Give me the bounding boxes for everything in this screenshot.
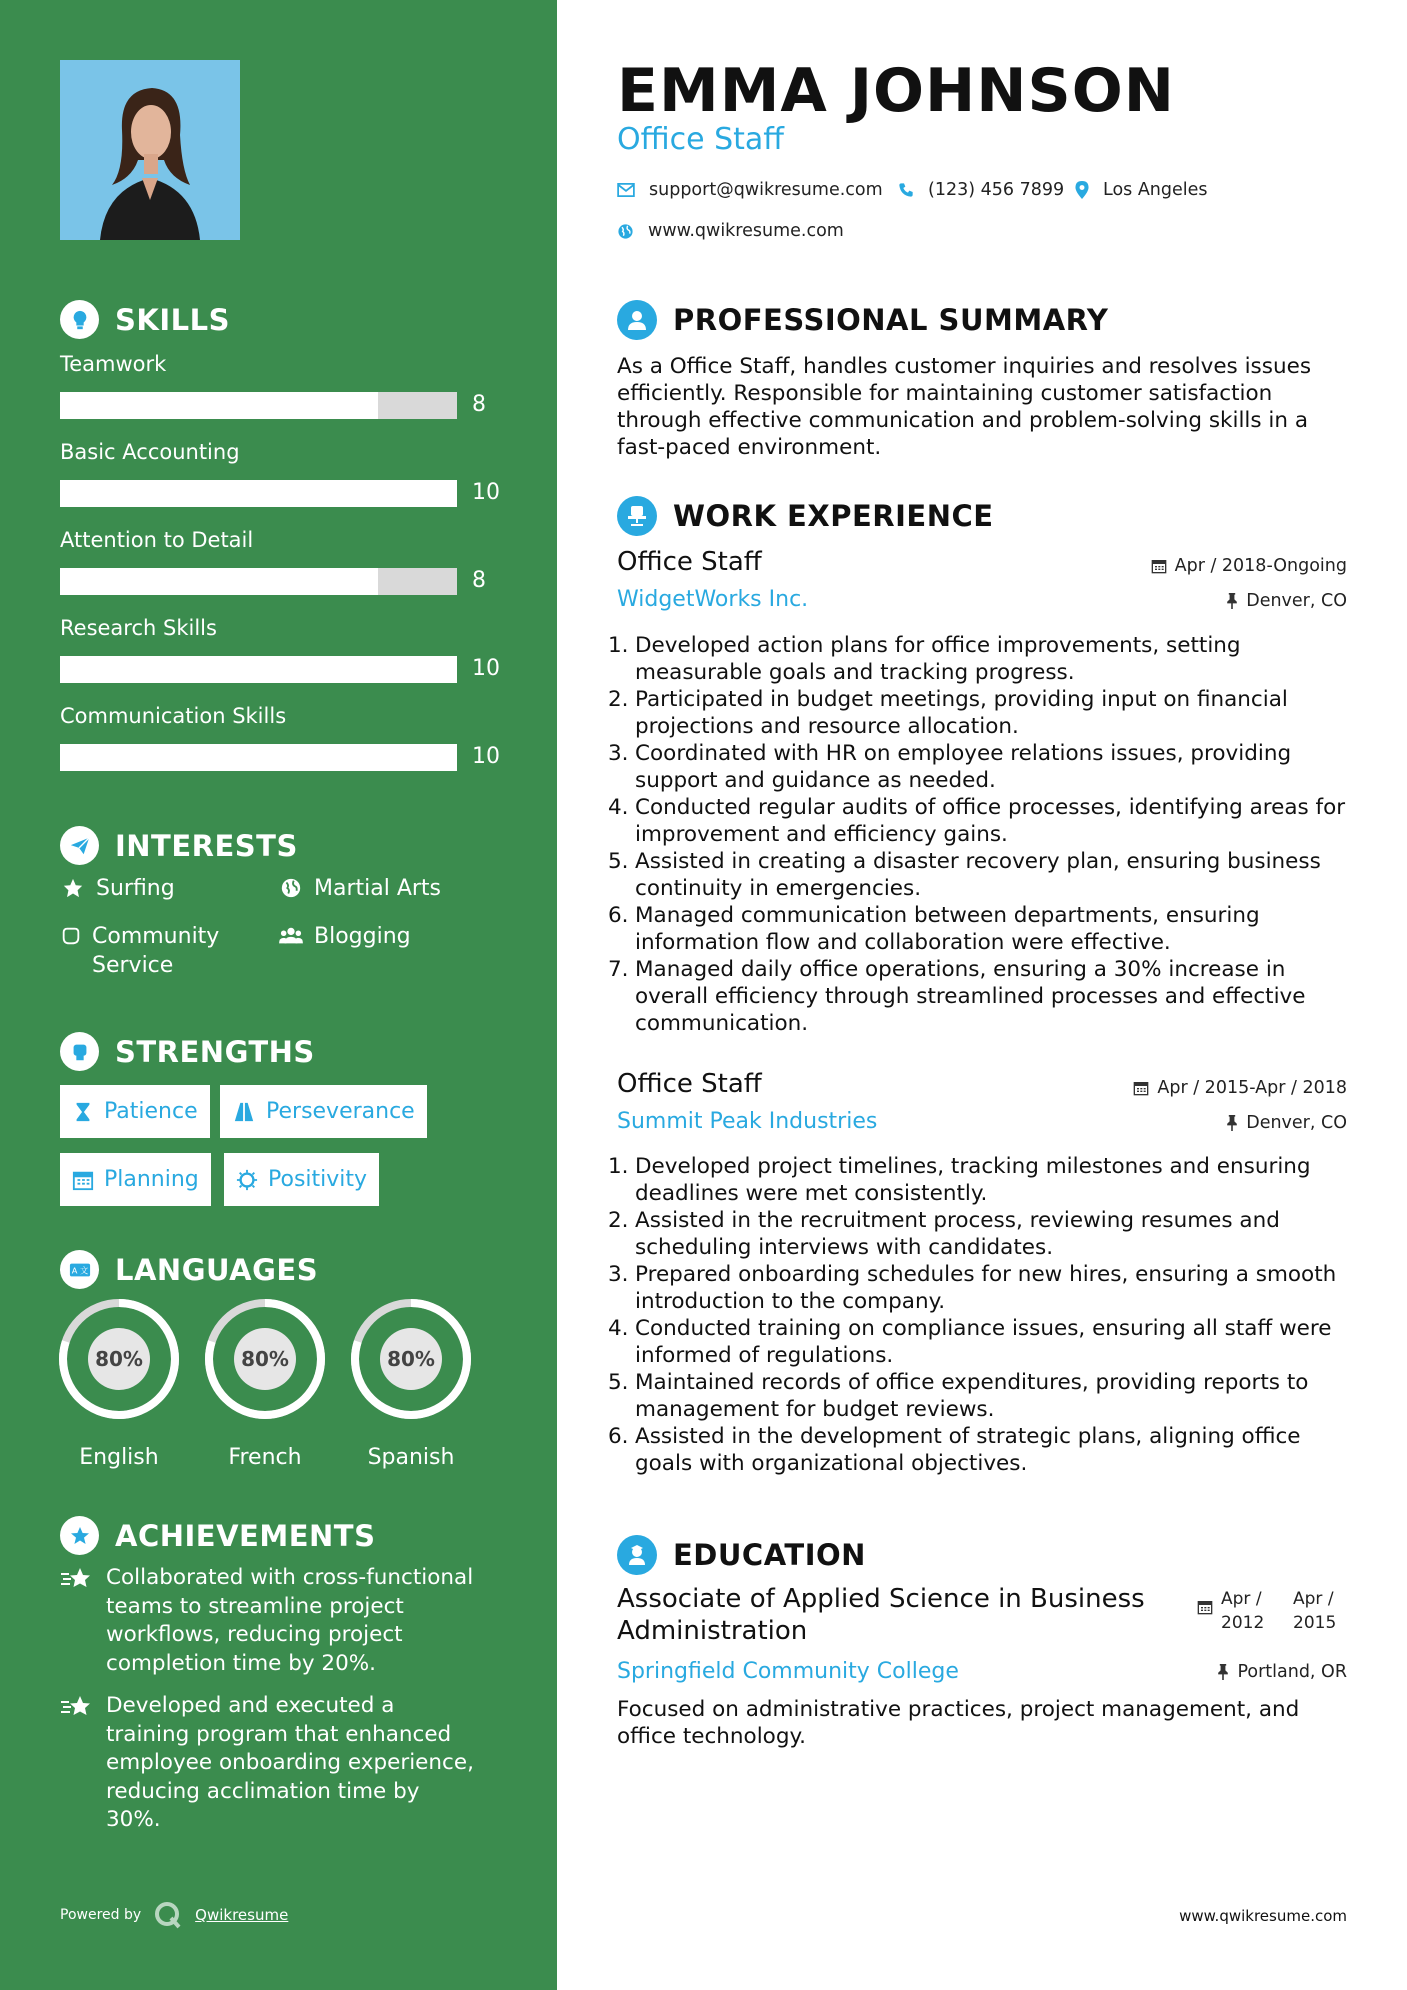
achievement-text: Collaborated with cross-functional teams to streamline project workflows, reducing project completion time by 20%. [106,1565,474,1676]
location-text: Los Angeles [1103,180,1208,200]
school-name: Springfield Community College [617,1659,959,1684]
education-header [617,1535,866,1575]
company-name: Summit Peak Industries [617,1109,878,1134]
skills-header [60,300,230,339]
list-item: 1. Developed action plans for office improvements, setting measurable goals and tracking progress. [608,632,1353,686]
education-start: Apr / 2012 [1221,1589,1265,1633]
language-ring [57,1297,181,1421]
skill-bar-fill [60,744,457,771]
list-item: 7. Managed daily office operations, ensuring a 30% increase in overall efficiency through streamlined processes and effective communication. [608,956,1353,1037]
bullet-text: Maintained records of office expenditures, providing reports to management for budget reviews. [635,1370,1309,1422]
strength-label: Patience [104,1099,198,1124]
skill-bar [60,392,457,419]
hourglass-icon [72,1101,94,1123]
job-title: Office Staff [617,547,762,577]
qwikresume-link[interactable]: Qwikresume [195,1906,289,1924]
skill-bar [60,744,457,771]
section-title: INTERESTS [115,828,298,863]
profile-photo [60,60,240,240]
skill-bar-fill [60,568,378,595]
strength-badge [224,1153,379,1206]
list-item: 1. Developed project timelines, tracking milestones and ensuring deadlines were met consistently. [608,1153,1353,1207]
interest-label: Martial Arts [314,876,442,901]
contact-phone [898,180,1064,200]
candidate-name: EMMA JOHNSON [617,56,1175,126]
list-item: 5. Assisted in creating a disaster recovery plan, ensuring business continuity in emergencies. [608,848,1353,902]
job-dates [1133,1078,1347,1098]
experience-header [617,496,994,536]
skill-name: Basic Accounting [60,440,240,464]
pin-icon [1226,593,1238,609]
globe-icon [278,874,304,903]
website-text[interactable]: www.qwikresume.com [648,221,844,241]
skill-bar [60,480,457,507]
interests-header [60,826,298,865]
job-bullets [608,1153,1353,1477]
bullet-text: Assisted in the recruitment process, reviewing resumes and scheduling interviews with candidates. [635,1208,1280,1260]
job-location-text: Denver, CO [1246,591,1347,611]
hand-icon [60,922,82,980]
skill-bar [60,656,457,683]
sun-icon [236,1169,258,1191]
calendar-icon [1133,1080,1149,1096]
achievement-item [60,1564,480,1678]
user-icon [617,300,657,340]
section-title: PROFESSIONAL SUMMARY [673,303,1109,337]
interest-label: Surfing [96,876,175,901]
job-location [1226,1113,1347,1133]
company-name: WidgetWorks Inc. [617,587,809,612]
bullet-text: Managed communication between departments, ensuring information flow and collaboration were effective. [635,903,1260,955]
skill-value: 8 [472,392,486,417]
summary-header [617,300,1108,340]
email-text[interactable]: support@qwikresume.com [649,180,883,200]
phone-text: (123) 456 7899 [928,180,1065,200]
contact-location [1075,180,1208,200]
language-percent: 80% [241,1347,289,1371]
strength-label: Positivity [268,1167,368,1192]
education-end: Apr / 2015 [1293,1589,1337,1633]
envelope-icon [617,183,635,197]
skill-name: Communication Skills [60,704,287,728]
strength-badge [60,1085,210,1138]
qwikresume-logo-icon [153,1900,183,1930]
calendar-icon [72,1169,94,1191]
interest-item [60,874,175,903]
section-title: SKILLS [115,302,230,337]
list-item: 4. Conducted regular audits of office processes, identifying areas for improvement and efficiency gains. [608,794,1353,848]
achievement-item [60,1692,480,1835]
skill-value: 8 [472,568,486,593]
degree-title: Associate of Applied Science in Business Administration [617,1584,1145,1646]
globe-icon [617,223,634,240]
interest-item [60,922,250,980]
footer-url[interactable]: www.qwikresume.com [1179,1907,1347,1925]
section-title: LANGUAGES [115,1252,319,1287]
bullet-text: Developed action plans for office improvements, setting measurable goals and tracking progress. [635,633,1241,685]
interest-item [278,874,441,903]
section-title: EDUCATION [673,1538,866,1572]
strengths-header [60,1032,315,1071]
skill-bar-fill [60,392,378,419]
education-dates [1197,1587,1347,1635]
bullet-text: Developed project timelines, tracking milestones and ensuring deadlines were met consistently. [635,1154,1311,1206]
education-description: Focused on administrative practices, project management, and office technology. [617,1697,1300,1749]
pin-icon [1217,1664,1229,1680]
section-title: ACHIEVEMENTS [115,1518,376,1553]
skill-bar-fill [60,656,457,683]
language-name: Spanish [367,1445,455,1470]
map-pin-icon [1075,181,1089,199]
job-bullets [608,632,1353,1037]
skill-name: Attention to Detail [60,528,254,552]
section-title: WORK EXPERIENCE [673,499,994,533]
skill-value: 10 [472,744,500,769]
shooting-star-icon [60,1564,96,1678]
phone-icon [898,182,914,198]
contact-website [617,221,844,241]
skill-bar-fill [60,480,457,507]
job-location [1226,591,1347,611]
education-location-text: Portland, OR [1237,1662,1347,1682]
language-percent: 80% [95,1347,143,1371]
translate-icon [60,1250,99,1289]
job-dates-text: Apr / 2018-Ongoing [1174,556,1347,576]
list-item: 3. Prepared onboarding schedules for new hires, ensuring a smooth introduction to the company. [608,1261,1353,1315]
strength-badge [220,1085,427,1138]
list-item: 5. Maintained records of office expenditures, providing reports to management for budget reviews. [608,1369,1353,1423]
list-item: 2. Assisted in the recruitment process, reviewing resumes and scheduling interviews with candidates. [608,1207,1353,1261]
star-badge-icon [60,1516,99,1555]
language-ring [203,1297,327,1421]
achievements-header [60,1516,375,1555]
language-name: French [228,1445,302,1470]
language-item [349,1297,473,1470]
list-item: 3. Coordinated with HR on employee relations issues, providing support and guidance as needed. [608,740,1353,794]
skill-bar [60,568,457,595]
section-title: STRENGTHS [115,1034,315,1069]
lightbulb-icon [60,300,99,339]
svg-text:A 文: A 文 [71,1265,88,1276]
calendar-icon [1151,558,1167,574]
candidate-role: Office Staff [617,122,784,157]
interest-label: Blogging [314,924,411,949]
summary-text: As a Office Staff, handles customer inquiries and resolves issues efficiently. Responsible for maintaining customer satisfaction through effective communication and problem-solving skills in a fast-paced environment. [617,354,1312,460]
powered-by [60,1900,288,1930]
language-percent: 80% [387,1347,435,1371]
job-title: Office Staff [617,1069,762,1099]
sidebar [0,0,557,1990]
job-location-text: Denver, CO [1246,1113,1347,1133]
fist-icon [60,1032,99,1071]
bullet-text: Assisted in creating a disaster recovery plan, ensuring business continuity in emergencies. [635,849,1321,901]
skill-value: 10 [472,656,500,681]
interest-label: Community Service [92,924,220,978]
strength-label: Planning [104,1167,199,1192]
strength-badge [60,1153,211,1206]
skill-name: Teamwork [60,352,167,376]
language-item [57,1297,181,1470]
strength-label: Perseverance [266,1099,415,1124]
contact-email [617,180,883,200]
pin-icon [1226,1115,1238,1131]
skill-name: Research Skills [60,616,217,640]
list-item: 2. Participated in budget meetings, providing input on financial projections and resource allocation. [608,686,1353,740]
interest-item [278,922,411,951]
bullet-text: Participated in budget meetings, providing input on financial projections and resource allocation. [635,687,1288,739]
list-item: 6. Managed communication between departments, ensuring information flow and collaboration were effective. [608,902,1353,956]
education-location [1217,1662,1347,1682]
bullet-text: Coordinated with HR on employee relations issues, providing support and guidance as needed. [635,741,1292,793]
list-item: 4. Conducted training on compliance issues, ensuring all staff were informed of regulations. [608,1315,1353,1369]
powered-by-label: Powered by [60,1907,142,1923]
list-item: 6. Assisted in the development of strategic plans, aligning office goals with organizational objectives. [608,1423,1353,1477]
users-icon [278,922,304,951]
job-dates [1151,556,1347,576]
language-item [203,1297,327,1470]
bullet-text: Managed daily office operations, ensuring a 30% increase in overall efficiency through streamlined processes and effective communication. [635,957,1306,1036]
calendar-icon [1197,1599,1213,1615]
star-icon [60,874,86,903]
shooting-star-icon [60,1692,96,1835]
paper-plane-icon [60,826,99,865]
bullet-text: Conducted regular audits of office processes, identifying areas for improvement and efficiency gains. [635,795,1346,847]
language-name: English [79,1445,159,1470]
skill-value: 10 [472,480,500,505]
language-ring [349,1297,473,1421]
bullet-text: Prepared onboarding schedules for new hires, ensuring a smooth introduction to the company. [635,1262,1337,1314]
languages-header [60,1250,318,1289]
road-icon [232,1101,256,1123]
graduate-icon [617,1535,657,1575]
achievement-text: Developed and executed a training program that enhanced employee onboarding experience, reducing acclimation time by 30%. [106,1693,474,1832]
bullet-text: Assisted in the development of strategic plans, aligning office goals with organizational objectives. [635,1424,1301,1476]
job-dates-text: Apr / 2015-Apr / 2018 [1157,1078,1347,1098]
office-chair-icon [617,496,657,536]
bullet-text: Conducted training on compliance issues, ensuring all staff were informed of regulations. [635,1316,1332,1368]
